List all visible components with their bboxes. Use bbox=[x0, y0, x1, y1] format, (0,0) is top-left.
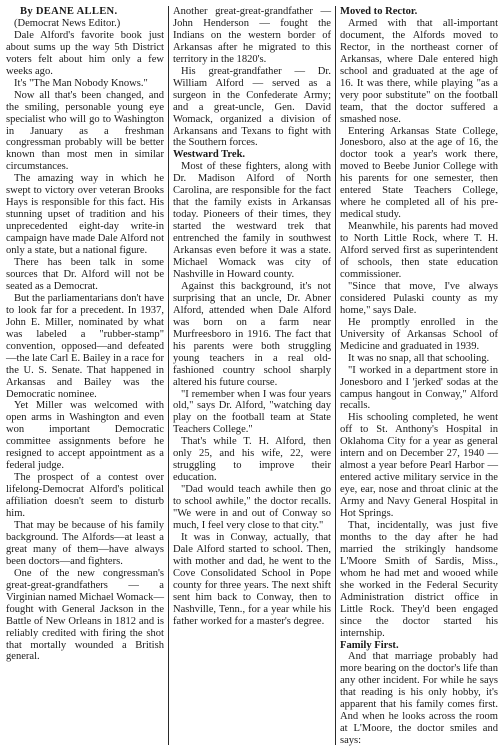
paragraph: Most of these fighters, along with Dr. Madison Alford of North Carolina, are responsible for the fact that the family exists in Arkansas today. Pioneers of their times, they started the westward trek that entrenched the family in southwest Arkansas even before it was a state. Michael Womack was city of Nashville in Howard county. bbox=[173, 161, 331, 280]
paragraph: That's while T. H. Alford, then only 25, and his wife, 22, were struggling to improve their education. bbox=[173, 436, 331, 484]
paragraph: Meanwhile, his parents had moved to North Little Rock, where T. H. Alford served first as superintendent of schools, then state education commissioner. bbox=[340, 221, 498, 280]
article-column-3 bbox=[340, 6, 498, 747]
paragraph: Armed with that all-important document, the Alfords moved to Rector, in the northeast corner of Arkansas, where Dale entered high school and graduated at the age of 16. It was there, while playing "as a very poor substitute" on the football team, that the doctor suffered a smashed nose. bbox=[340, 17, 498, 125]
paragraph: "Dad would teach awhile then go to school awhile," the doctor recalls. "We were in and out of Conway so much, I feel very close to that city." bbox=[173, 484, 331, 531]
article-column-2 bbox=[173, 6, 331, 628]
paragraph: Against this background, it's not surprising that an uncle, Dr. Abner Alford, attended when Dale Alford was born on a farm near Murfreesboro in 1916. The fact that his parents were both struggling young teachers in a real old-fashioned country school sharply altered his future course. bbox=[173, 280, 331, 388]
paragraph: It was in Conway, actually, that Dale Alford started to school. Then, with mother and dad, he went to the Cove Consolidated School in Pope county for three years. The next shift sent him back to Conway, then to Nashville, Tenn., for a year while his father worked for a master's degree. bbox=[173, 531, 331, 627]
paragraph: That may be because of his family background. The Alfords—at least a great many of them—have always been doctors—and fighters. bbox=[6, 519, 164, 567]
column-divider bbox=[335, 6, 336, 745]
paragraph: Entering Arkansas State College, Jonesboro, also at the age of 16, the doctor took a year's work there, moved to Beebe Junior College with his parents for one semester, then entered State Teachers College, where he completed all of his pre-medical study. bbox=[340, 125, 498, 221]
paragraph: But the parliamentarians don't have to look far for a precedent. In 1937, John E. Miller, nominated by what was labeled a "rubber-stamp" convention, opposed—and defeated—the late Carl E. Bailey in a race for the U. S. Senate. That happened in Arkansas and Bailey was the Democratic nominee. bbox=[6, 292, 164, 400]
paragraph: That, incidentally, was just five months to the day after he had married the strikingly handsome L'Moore Smith of Sardis, Miss., whom he had met and wooed while she worked in the Federal Security Administration district office in Little Rock. They'd been engaged since the doctor started his internship. bbox=[340, 519, 498, 639]
paragraph: "I worked in a department store in Jonesboro and I 'jerked' sodas at the campus hangout in Conway," Alford recalls. bbox=[340, 364, 498, 412]
section-heading-moved-to-rector: Moved to Rector. bbox=[340, 6, 418, 17]
paragraph: His great-grandfather — Dr. William Alford — served as a surgeon in the Confederate Army; and a great-uncle, Gen. David Womack, organized a division of Arkansans and Texans to fight with the Southern forces. bbox=[173, 65, 331, 149]
paragraph: The prospect of a contest over lifelong-Democrat Alford's political affiliation doesn't seem to disturb him. bbox=[6, 472, 164, 520]
paragraph: Now all that's been changed, and the smiling, personable young eye specialist who will go to Washington in January as a freshman congressman probably will be better known than most men in similar circumstances. bbox=[6, 89, 164, 173]
paragraph: "Since that move, I've always considered Pulaski county as my home," says Dale. bbox=[340, 280, 498, 316]
paragraph: His schooling completed, he went off to St. Anthony's Hospital in Oklahoma City for a year as general intern and on December 27, 1940 — almost a year before Pearl Harbor — entered active military service in the eye, ear, nose and throat clinic at the Army and Navy General Hospital in Hot Springs. bbox=[340, 412, 498, 520]
section-heading-westward-trek: Westward Trek. bbox=[173, 149, 246, 161]
paragraph: It was no snap, all that schooling. bbox=[348, 352, 490, 364]
paragraph: Yet Miller was welcomed with open arms in Washington and even won important Democratic committee assignments before he resigned to accept appointment as a federal judge. bbox=[6, 400, 164, 472]
section-heading-family-first: Family First. bbox=[340, 639, 399, 651]
paragraph: There has been talk in some sources that Dr. Alford will not be seated as a Democrat. bbox=[6, 257, 164, 292]
paragraph: Another great-great-grandfather — John Henderson — fought the Indians on the western border of Arkansas after he migrated to this territory in the 1820's. bbox=[173, 6, 331, 65]
paragraph: He promptly enrolled in the University of Arkansas School of Medicine and graduated in 1939. bbox=[340, 316, 498, 352]
column-divider bbox=[168, 6, 169, 745]
paragraph: Dale Alford's favorite book just about sums up the way 5th District voters felt about him only a few weeks ago. bbox=[6, 29, 164, 77]
paragraph: It's "The Man Nobody Knows." bbox=[14, 77, 148, 89]
paragraph: "I remember when I was four years old," says Dr. Alford, "watching day play on the football team at State Teachers College." bbox=[173, 388, 331, 436]
author-credit: (Democrat News Editor.) bbox=[14, 17, 121, 29]
article-column-1 bbox=[6, 6, 164, 663]
paragraph: The amazing way in which he swept to victory over veteran Brooks Hays is responsible for this fact. His stunning upset of tradition and his unprecedented eight-day write-in campaign have made Dale Alford not only a state, but a national figure. bbox=[6, 173, 164, 257]
paragraph: One of the new congressman's great-great-grandfathers — a Virginian named Michael Womack—fought with General Jackson in the Battle of New Orleans in 1812 and is reliably credited with firing the shot that mortally wounded a British general. bbox=[6, 567, 164, 663]
byline: By DEANE ALLEN. bbox=[20, 6, 118, 17]
paragraph: And that marriage probably had more bearing on the doctor's life than any other incident. For while he says that reading is his only hobby, it's apparent that his family comes first. And when he looks across the room at L'Moore, the doctor smiles and says: bbox=[340, 651, 498, 747]
